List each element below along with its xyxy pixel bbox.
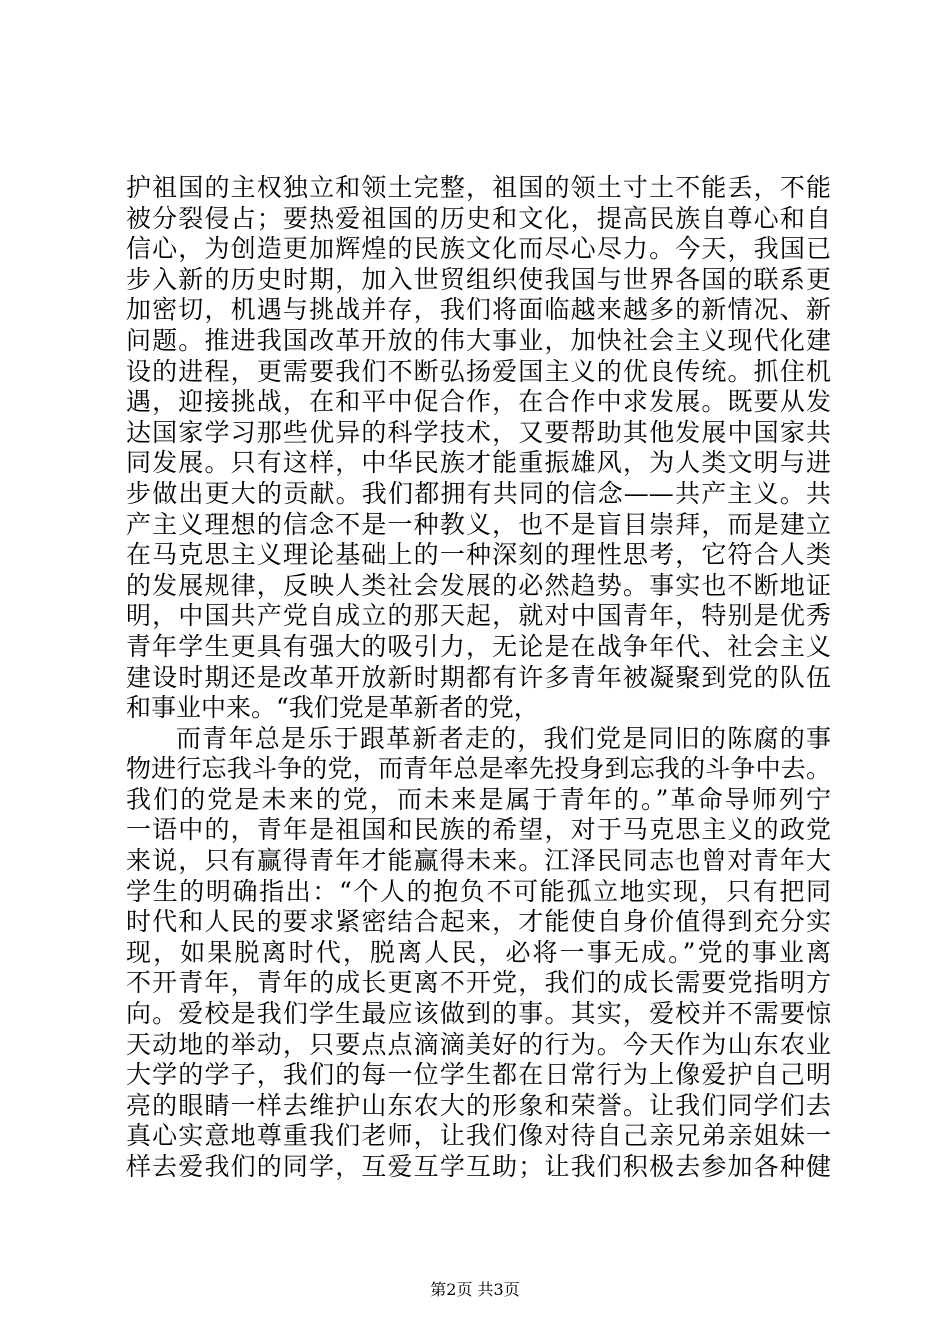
text-line: 来说，只有赢得青年才能赢得未来。江泽民同志也曾对青年大 — [126, 846, 831, 876]
text-line: 步入新的历史时期，加入世贸组织使我国与世界各国的联系更 — [126, 264, 831, 294]
text-line: 时代和人民的要求紧密结合起来，才能使自身价值得到充分实 — [126, 907, 831, 937]
text-line: 现，如果脱离时代，脱离人民，必将一事无成。”党的事业离 — [126, 937, 831, 967]
page-number-footer: 第2页 共3页 — [430, 1280, 520, 1299]
text-line: 达国家学习那些优异的科学技术，又要帮助其他发展中国家共 — [126, 417, 831, 447]
text-line: 被分裂侵占；要热爱祖国的历史和文化，提高民族自尊心和自 — [126, 203, 831, 233]
text-line: 天动地的举动，只要点点滴滴美好的行为。今天作为山东农业 — [126, 1029, 831, 1059]
text-line: 遇，迎接挑战，在和平中促合作，在合作中求发展。既要从发 — [126, 387, 831, 417]
text-line: 和事业中来。“我们党是革新者的党， — [126, 693, 539, 723]
text-line: 的发展规律，反映人类社会发展的必然趋势。事实也不断地证 — [126, 570, 831, 600]
text-line: 不开青年，青年的成长更离不开党，我们的成长需要党指明方 — [126, 968, 831, 998]
text-line: 同发展。只有这样，中华民族才能重振雄风，为人类文明与进 — [126, 448, 831, 478]
text-line: 明，中国共产党自成立的那天起，就对中国青年，特别是优秀 — [126, 601, 831, 631]
text-line: 青年学生更具有强大的吸引力，无论是在战争年代、社会主义 — [126, 631, 831, 661]
text-line: 在马克思主义理论基础上的一种深刻的理性思考，它符合人类 — [126, 540, 831, 570]
text-line: 护祖国的主权独立和领土完整，祖国的领土寸土不能丢，不能 — [126, 173, 831, 202]
text-line: 向。爱校是我们学生最应该做到的事。其实，爱校并不需要惊 — [126, 999, 831, 1029]
text-line: 样去爱我们的同学，互爱互学互助；让我们积极去参加各种健 — [126, 1152, 831, 1181]
text-line: 真心实意地尊重我们老师，让我们像对待自己亲兄弟亲姐妹一 — [126, 1121, 831, 1151]
text-line: 加密切，机遇与挑战并存，我们将面临越来越多的新情况、新 — [126, 295, 831, 325]
text-line: 问题。推进我国改革开放的伟大事业，加快社会主义现代化建 — [126, 325, 831, 355]
text-line: 步做出更大的贡献。我们都拥有共同的信念——共产主义。共 — [126, 478, 831, 508]
document-body — [126, 173, 831, 1183]
text-line: 物进行忘我斗争的党，而青年总是率先投身到忘我的斗争中去。 — [126, 754, 831, 784]
text-line: 我们的党是未来的党，而未来是属于青年的。”革命导师列宁 — [126, 784, 831, 814]
text-line: 产主义理想的信念不是一种教义，也不是盲目崇拜，而是建立 — [126, 509, 831, 539]
text-line: 一语中的，青年是祖国和民族的希望，对于马克思主义的政党 — [126, 815, 831, 845]
text-line: 学生的明确指出：“个人的抱负不可能孤立地实现，只有把同 — [126, 876, 831, 906]
text-line: 亮的眼睛一样去维护山东农大的形象和荣誉。让我们同学们去 — [126, 1090, 831, 1120]
text-line: 建设时期还是改革开放新时期都有许多青年被凝聚到党的队伍 — [126, 662, 831, 692]
text-line: 信心，为创造更加辉煌的民族文化而尽心尽力。今天，我国已 — [126, 234, 831, 264]
text-line: 大学的学子，我们的每一位学生都在日常行为上像爱护自己明 — [126, 1060, 831, 1090]
paragraph-first-line: 而青年总是乐于跟革新者走的，我们党是同旧的陈腐的事 — [176, 723, 831, 753]
text-line: 设的进程，更需要我们不断弘扬爱国主义的优良传统。抓住机 — [126, 356, 831, 386]
